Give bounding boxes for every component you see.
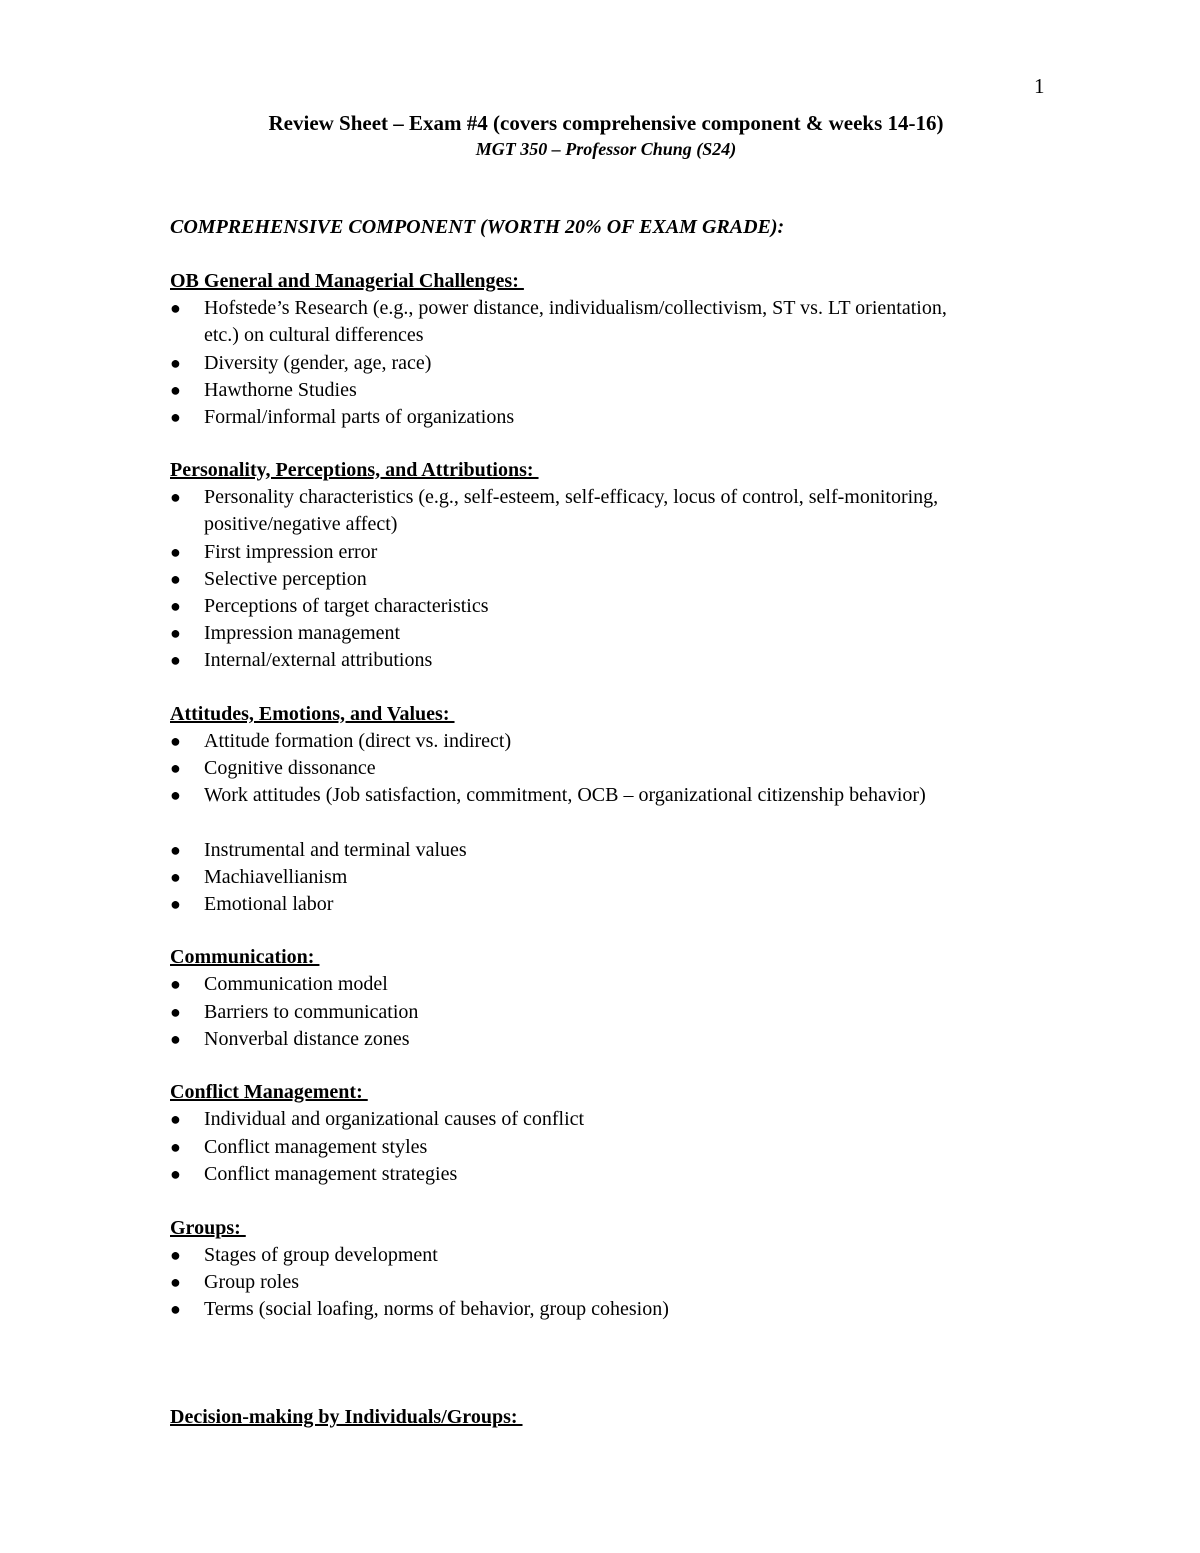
comprehensive-heading: COMPREHENSIVE COMPONENT (WORTH 20% OF EXAM GRADE):: [170, 216, 785, 238]
bullet-icon: ●: [170, 974, 181, 994]
list-item: [170, 539, 970, 566]
list-item: [170, 593, 970, 620]
list-item: [170, 1161, 970, 1188]
section-heading: Communication:: [170, 946, 320, 968]
list-item-text: Selective perception: [204, 568, 367, 590]
list-item: [170, 620, 970, 647]
bullet-icon: ●: [170, 1109, 181, 1129]
bullet-icon: ●: [170, 407, 181, 427]
list-item: [170, 1026, 970, 1053]
list-item-text: Machiavellianism: [204, 866, 348, 888]
bullet-icon: ●: [170, 353, 181, 373]
document-title: Review Sheet – Exam #4 (covers comprehensive component & weeks 14-16): [268, 111, 944, 135]
list-item: [170, 295, 970, 349]
list-item: [170, 837, 970, 864]
list-item-text: Work attitudes (Job satisfaction, commitment, OCB – organizational citizenship behavior): [204, 784, 926, 806]
list-item: [170, 566, 970, 593]
list-item: [170, 1106, 970, 1133]
list-item-text: Formal/informal parts of organizations: [204, 406, 515, 428]
list-item: [170, 864, 970, 891]
bullet-icon: ●: [170, 596, 181, 616]
list-item-text: Nonverbal distance zones: [204, 1028, 410, 1050]
list-item: [170, 1242, 970, 1269]
section-heading: Personality, Perceptions, and Attributions:: [170, 459, 539, 481]
list-item-text: Impression management: [204, 622, 401, 644]
bullet-icon: ●: [170, 840, 181, 860]
section-heading: Groups:: [170, 1217, 246, 1239]
list-item-text: Emotional labor: [204, 893, 334, 915]
document-subtitle: MGT 350 – Professor Chung (S24): [475, 139, 737, 159]
list-item-text: Internal/external attributions: [204, 649, 433, 671]
list-item-text: Cognitive dissonance: [204, 757, 376, 779]
list-item: [170, 971, 970, 998]
bullet-icon: ●: [170, 1272, 181, 1292]
section-heading: OB General and Managerial Challenges:: [170, 270, 524, 292]
list-item-text: Instrumental and terminal values: [204, 839, 467, 861]
bullet-icon: ●: [170, 1164, 181, 1184]
list-item: [170, 350, 970, 377]
list-item-text: First impression error: [204, 541, 378, 563]
list-item: [170, 377, 970, 404]
list-item-text: Conflict management strategies: [204, 1163, 458, 1185]
bullet-icon: ●: [170, 867, 181, 887]
bullet-icon: ●: [170, 1137, 181, 1157]
page-number: 1: [1034, 74, 1045, 98]
list-item: [170, 1134, 970, 1161]
bullet-icon: ●: [170, 623, 181, 643]
list-item: [170, 1296, 970, 1323]
bullet-icon: ●: [170, 1245, 181, 1265]
section-heading: Conflict Management:: [170, 1081, 368, 1103]
list-item-text: Hofstede’s Research (e.g., power distance, individualism/collectivism, ST vs. LT orientation, etc.) on cultural differences: [204, 297, 947, 346]
list-item-text: Hawthorne Studies: [204, 379, 357, 401]
list-item-text: Conflict management styles: [204, 1136, 428, 1158]
list-item: [170, 755, 970, 782]
bullet-icon: ●: [170, 1299, 181, 1319]
list-item-text: Terms (social loafing, norms of behavior, group cohesion): [204, 1298, 669, 1320]
section-heading: Attitudes, Emotions, and Values:: [170, 703, 455, 725]
bullet-icon: ●: [170, 569, 181, 589]
list-item-text: Individual and organizational causes of conflict: [204, 1108, 585, 1130]
bullet-icon: ●: [170, 487, 181, 507]
bullet-icon: ●: [170, 758, 181, 778]
bullet-icon: ●: [170, 542, 181, 562]
bullet-icon: ●: [170, 1029, 181, 1049]
list-item: [170, 999, 970, 1026]
bullet-icon: ●: [170, 380, 181, 400]
list-item-text: Communication model: [204, 973, 388, 995]
list-item-text: Perceptions of target characteristics: [204, 595, 489, 617]
list-item: [170, 782, 970, 809]
list-item-text: Barriers to communication: [204, 1001, 419, 1023]
bullet-icon: ●: [170, 785, 181, 805]
list-item-text: Personality characteristics (e.g., self-esteem, self-efficacy, locus of control, self-monitoring, positive/negative affect): [204, 486, 939, 535]
list-item-text: Diversity (gender, age, race): [204, 352, 432, 374]
section-heading: Decision-making by Individuals/Groups:: [170, 1406, 523, 1428]
list-item: [170, 1269, 970, 1296]
list-item: [170, 891, 970, 918]
bullet-icon: ●: [170, 731, 181, 751]
list-item: [170, 484, 970, 538]
bullet-icon: ●: [170, 298, 181, 318]
list-item: [170, 647, 970, 674]
bullet-icon: ●: [170, 650, 181, 670]
list-item-text: Group roles: [204, 1271, 299, 1293]
list-item: [170, 404, 970, 431]
bullet-icon: ●: [170, 1002, 181, 1022]
bullet-icon: ●: [170, 894, 181, 914]
list-item: [170, 728, 970, 755]
list-item-text: Attitude formation (direct vs. indirect): [204, 730, 512, 752]
list-item-text: Stages of group development: [204, 1244, 438, 1266]
